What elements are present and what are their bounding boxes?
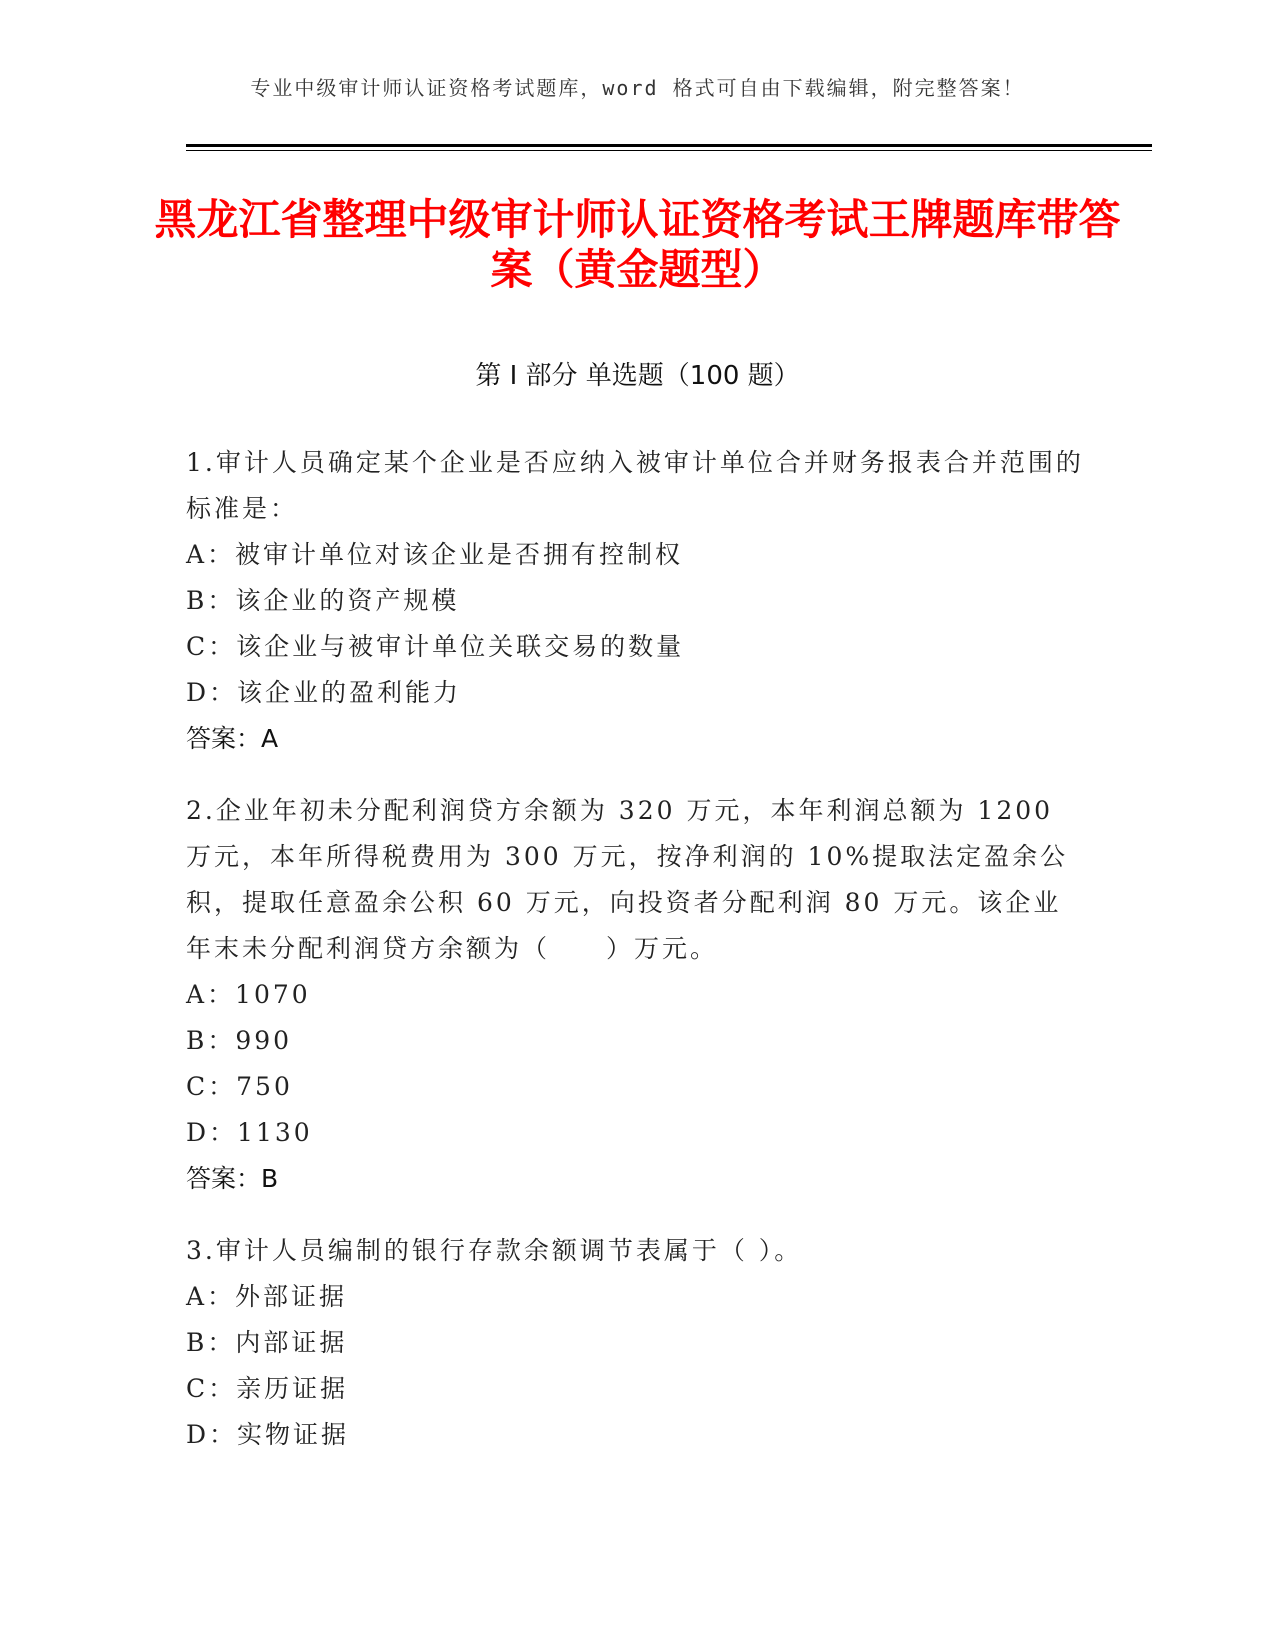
answer: 答案：B <box>186 1164 279 1193</box>
question-1 <box>186 440 1086 762</box>
option-a: A：外部证据 <box>186 1282 348 1311</box>
option-b: B：该企业的资产规模 <box>186 586 460 615</box>
option-b: B：内部证据 <box>186 1328 348 1357</box>
option-d: D：该企业的盈利能力 <box>186 678 462 707</box>
question-2 <box>186 788 1086 1202</box>
document-title: 黑龙江省整理中级审计师认证资格考试王牌题库带答案（黄金题型） <box>154 195 1121 294</box>
question-3 <box>186 1228 1086 1458</box>
question-text: 3.审计人员编制的银行存款余额调节表属于（ ）。 <box>186 1236 803 1265</box>
question-text: 2.企业年初未分配利润贷方余额为 320 万元，本年利润总额为 1200 万元，本年所得税费用为 300 万元，按净利润的 10%提取法定盈余公积，提取任意盈余公积 60 万元，向投资者分配利润 80 万元。该企业年末未分配利润贷方余额为（ ）万元。 <box>186 796 1069 963</box>
header-note: 专业中级审计师认证资格考试题库，word 格式可自由下载编辑，附完整答案！ <box>250 76 1025 100</box>
option-c: C：750 <box>186 1072 293 1101</box>
answer: 答案：A <box>186 724 279 753</box>
question-list <box>186 440 1086 1484</box>
section-title: 第 I 部分 单选题（100 题） <box>475 361 800 391</box>
option-b: B：990 <box>186 1026 293 1055</box>
question-text: 1.审计人员确定某个企业是否应纳入被审计单位合并财务报表合并范围的标准是： <box>186 448 1084 523</box>
option-a: A：被审计单位对该企业是否拥有控制权 <box>186 540 684 569</box>
header-divider-thin <box>186 150 1152 151</box>
header-divider-thick <box>186 144 1152 147</box>
option-c: C：该企业与被审计单位关联交易的数量 <box>186 632 685 661</box>
option-d: D：实物证据 <box>186 1420 350 1449</box>
option-c: C：亲历证据 <box>186 1374 349 1403</box>
option-d: D：1130 <box>186 1118 313 1147</box>
option-a: A：1070 <box>186 980 311 1009</box>
